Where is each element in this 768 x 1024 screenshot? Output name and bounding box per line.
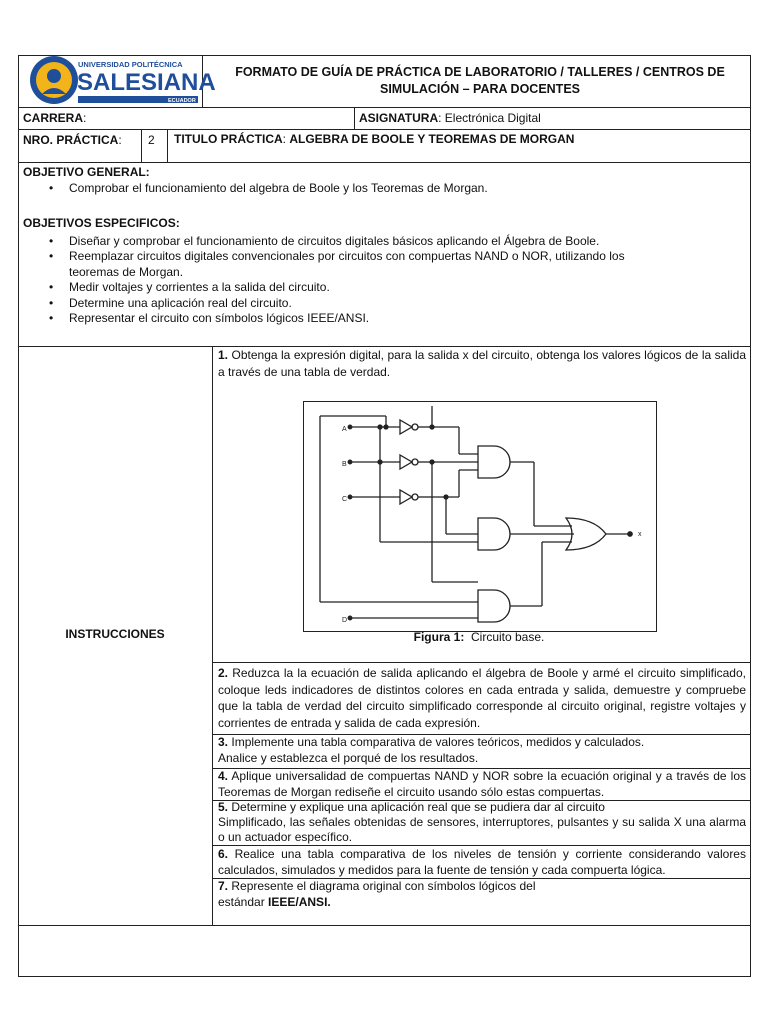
step-text: Realice una tabla comparativa de los niveles de tensión y corriente considerando valores calculados, simulados y medidos para la fuente de tensión y cada compuerta lógica. xyxy=(218,847,746,877)
list-item: • Reemplazar circuitos digitales convencionales por circuitos con compuertas NAND o NOR, utilizando los teoremas de Morgan. xyxy=(23,249,673,280)
list-item: • Comprobar el funcionamiento del algebra de Boole y los Teoremas de Morgan. xyxy=(23,181,743,197)
step-number: 5. xyxy=(218,800,229,814)
instruction-step-1 xyxy=(218,347,746,380)
instruction-step-7 xyxy=(218,879,746,910)
step-text: Implemente una tabla comparativa de valores teóricos, medidos y calculados. xyxy=(231,735,645,749)
asignatura-value: Electrónica Digital xyxy=(444,111,541,125)
input-label-c: C xyxy=(342,496,348,503)
step-text: Represente el diagrama original con símbolos lógicos del xyxy=(231,879,536,893)
instruction-step-2 xyxy=(218,665,746,731)
nro-practica-value: 2 xyxy=(148,133,155,147)
step-text: Reduzca la la ecuación de salida aplicando el álgebra de Boole y armé el circuito simplificado, coloque leds indicadores de distintos colores en cada entrada y salida, demuestre y compruebe que la tabla de verdad del circuito simplificado corresponde al circuito original, registre voltajes y corrientes de entrada y salida de cada expresión. xyxy=(218,666,746,730)
step-text-line2: Analice y establezca el porqué de los resultados. xyxy=(218,750,479,765)
objetivo-general-heading: OBJETIVO GENERAL: xyxy=(23,165,150,179)
document-title xyxy=(210,64,750,98)
step-number: 1. xyxy=(218,348,229,362)
list-item: • Diseñar y comprobar el funcionamiento de circuitos digitales básicos aplicando el Álgebra de Boole. xyxy=(23,234,673,250)
step-text: Aplique universalidad de compuertas NAND y NOR sobre la ecuación original y a través de los Teoremas de Morgan rediseñe el circuito usando sólo estas compuertas. xyxy=(218,769,746,799)
output-label-x: x xyxy=(638,531,642,538)
objectives-section xyxy=(23,164,743,327)
figure-caption-label: Figura 1: xyxy=(413,630,465,644)
list-item: • Determine una aplicación real del circuito. xyxy=(23,296,673,312)
circuit-figure xyxy=(303,401,657,632)
figure-caption xyxy=(303,630,655,644)
step-number: 7. xyxy=(218,879,229,893)
step-text-line2: Simplificado, las señales obtenidas de sensores, interruptores, pulsantes y su salida X una alarma o un actuador específico. xyxy=(218,815,746,844)
asignatura-field: ASIGNATURA: Electrónica Digital xyxy=(359,111,541,125)
instruction-step-4 xyxy=(218,769,746,800)
list-item: • Medir voltajes y corrientes a la salida del circuito. xyxy=(23,280,673,296)
step-text: Obtenga la expresión digital, para la salida x del circuito, obtenga los valores lógicos de la salida a través de una tabla de verdad. xyxy=(218,348,746,379)
nro-practica-field: NRO. PRÁCTICA: xyxy=(23,133,122,147)
titulo-practica-value: ALGEBRA DE BOOLE Y TEOREMAS DE MORGAN xyxy=(289,132,575,146)
objetivos-especificos-heading: OBJETIVOS ESPECIFICOS: xyxy=(23,215,180,230)
carrera-field: CARRERA: xyxy=(23,111,87,125)
carrera-label: CARRERA xyxy=(23,111,83,125)
step-text: Determine y explique una aplicación real que se pudiera dar al circuito xyxy=(231,800,605,814)
step-text-line2: estándar xyxy=(218,894,269,909)
instrucciones-label: INSTRUCCIONES xyxy=(65,627,165,641)
input-label-a: A xyxy=(342,426,347,433)
titulo-practica-label: TITULO PRÁCTICA xyxy=(174,132,283,146)
input-label-d: D xyxy=(342,617,348,624)
instruction-step-6 xyxy=(218,846,746,878)
logo-main-text: SALESIANA xyxy=(77,69,216,96)
titulo-practica-field: TITULO PRÁCTICA: ALGEBRA DE BOOLE Y TEOREMAS DE MORGAN xyxy=(174,132,575,146)
instruction-step-5 xyxy=(218,800,746,845)
objetivos-especificos-list xyxy=(23,234,673,327)
instruction-step-3 xyxy=(218,735,746,766)
step-text-bold: IEEE/ANSI. xyxy=(268,894,331,909)
document-title-line1: FORMATO DE GUÍA DE PRÁCTICA DE LABORATORIO / TALLERES / CENTROS DE xyxy=(235,65,725,79)
step-number: 4. xyxy=(218,769,229,783)
logo-top-text: UNIVERSIDAD POLITÉCNICA xyxy=(78,60,183,69)
step-number: 6. xyxy=(218,847,229,861)
step-number: 3. xyxy=(218,735,229,749)
list-item: • Representar el circuito con símbolos lógicos IEEE/ANSI. xyxy=(23,311,673,327)
logo-sub-text: ECUADOR xyxy=(168,98,196,104)
input-label-b: B xyxy=(342,461,347,468)
document-title-line2: SIMULACIÓN – PARA DOCENTES xyxy=(379,82,580,96)
asignatura-label: ASIGNATURA xyxy=(359,111,439,125)
objetivo-general-list xyxy=(23,181,743,197)
step-number: 2. xyxy=(218,666,229,680)
nro-practica-label: NRO. PRÁCTICA xyxy=(23,133,119,147)
figure-caption-text: Circuito base. xyxy=(470,630,545,644)
university-logo xyxy=(28,54,216,106)
